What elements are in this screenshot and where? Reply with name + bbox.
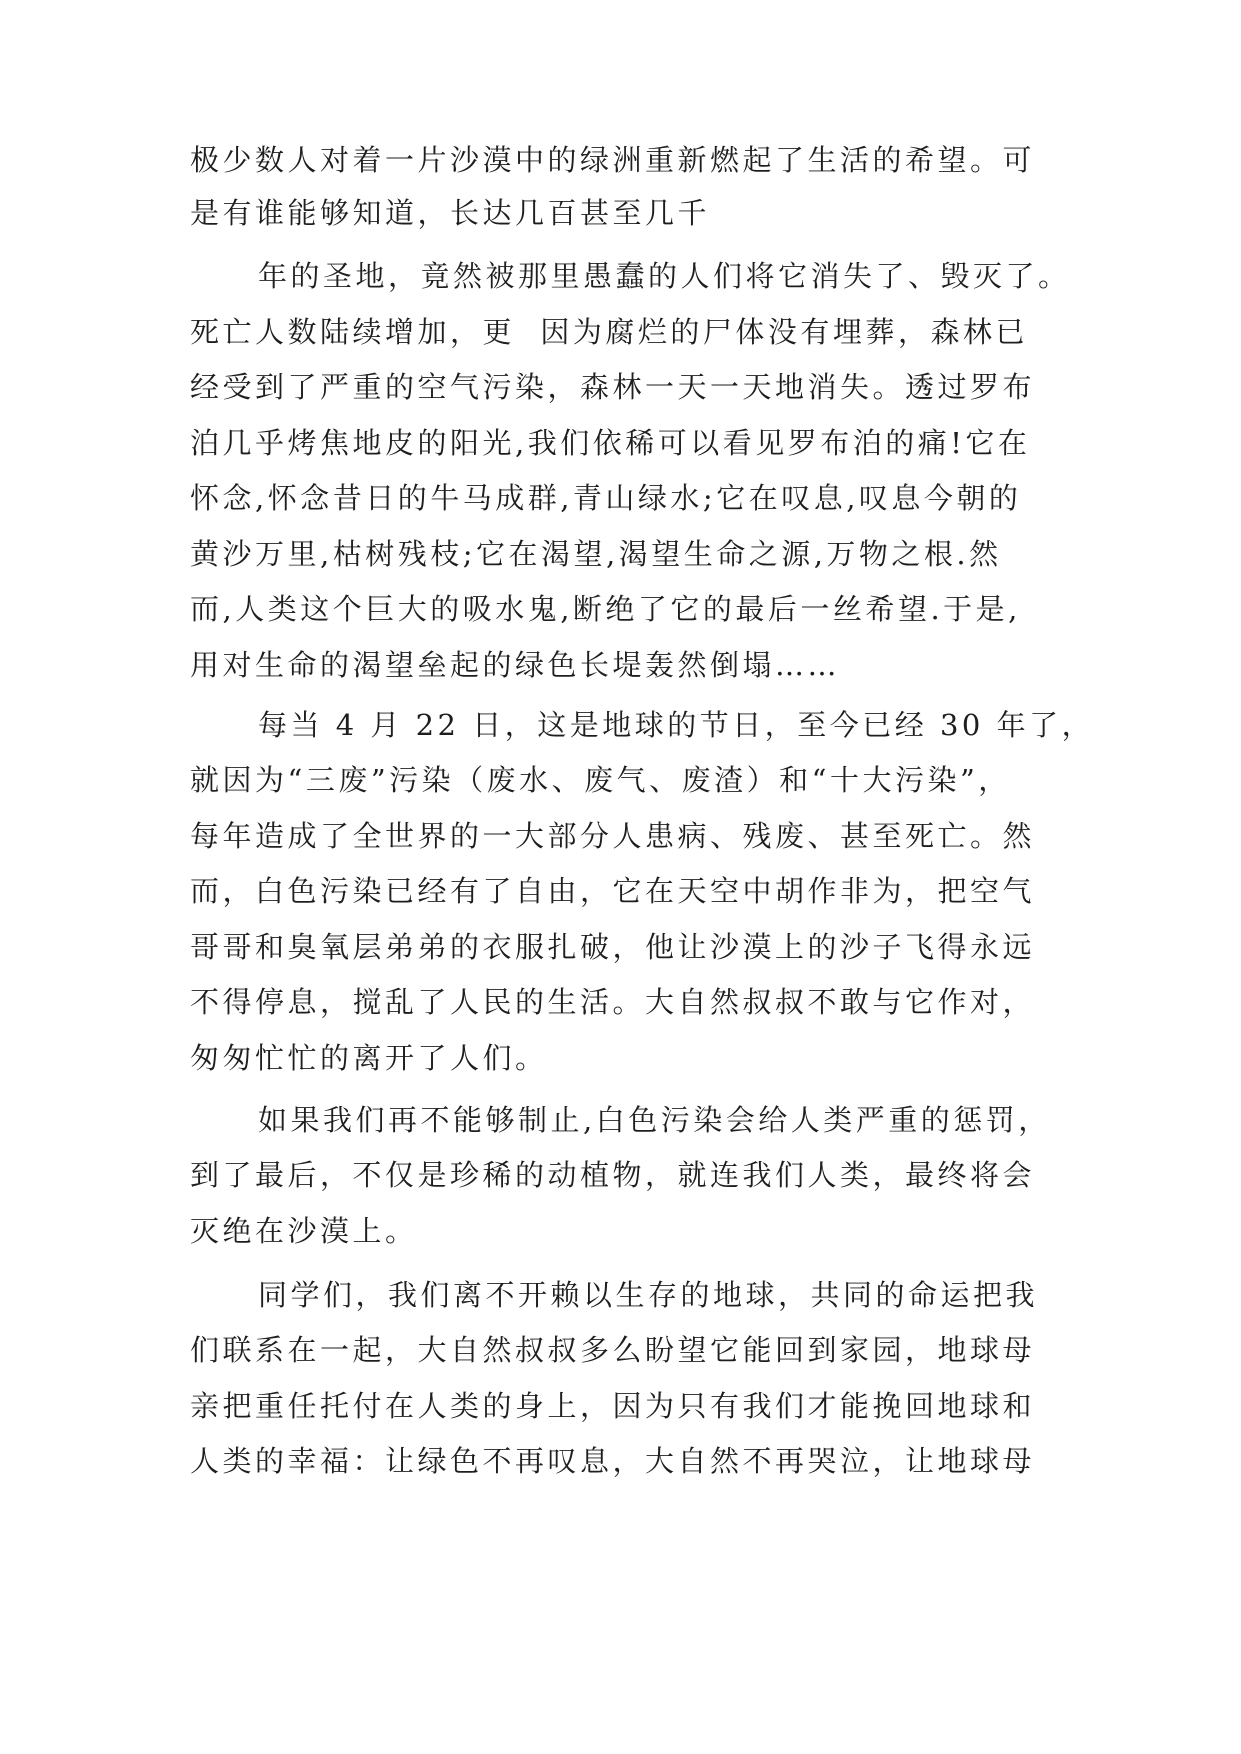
text-line-4: 死亡人数陆续增加，更 因为腐烂的尸体没有埋葬，森林已: [190, 315, 1028, 349]
text-line-23: 亲把重任托付在人类的身上，因为只有我们才能挽回地球和: [190, 1389, 1036, 1423]
text-line-5: 经受到了严重的空气污染，森林一天一天地消失。透过罗布: [190, 370, 1036, 404]
text-line-22: 们联系在一起，大自然叔叔多么盼望它能回到家园，地球母: [190, 1333, 1036, 1367]
text-line-11: 每当 4 月 22 日，这是地球的节日，至今已经 30 年了，: [258, 708, 1095, 742]
text-line-17: 匆匆忙忙的离开了人们。: [190, 1041, 548, 1075]
text-line-3: 年的圣地，竟然被那里愚蠢的人们将它消失了、毁灭了。: [258, 259, 1071, 293]
text-line-16: 不得停息，搅乱了人民的生活。大自然叔叔不敢与它作对，: [190, 985, 1036, 1019]
text-line-21: 同学们，我们离不开赖以生存的地球，共同的命运把我: [258, 1278, 1039, 1312]
text-line-20: 灭绝在沙漠上。: [190, 1214, 418, 1248]
text-line-10: 用对生命的渴望垒起的绿色长堤轰然倒塌……: [190, 648, 841, 682]
text-line-1: 极少数人对着一片沙漠中的绿洲重新燃起了生活的希望。可: [190, 143, 1036, 177]
text-line-2: 是有谁能够知道，长达几百甚至几千: [190, 196, 711, 230]
text-line-19: 到了最后，不仅是珍稀的动植物，就连我们人类，最终将会: [190, 1158, 1036, 1192]
text-line-13: 每年造成了全世界的一大部分人患病、残废、甚至死亡。然: [190, 819, 1036, 853]
text-line-12: 就因为“三废”污染（废水、废气、废渣）和“十大污染”，: [190, 763, 1011, 797]
text-line-6: 泊几乎烤焦地皮的阳光,我们依稀可以看见罗布泊的痛!它在: [190, 426, 1031, 460]
text-line-24: 人类的幸福：让绿色不再叹息，大自然不再哭泣，让地球母: [190, 1444, 1036, 1478]
text-line-7: 怀念,怀念昔日的牛马成群,青山绿水;它在叹息,叹息今朝的: [190, 481, 1022, 515]
text-line-18: 如果我们再不能够制止,白色污染会给人类严重的惩罚，: [258, 1103, 1051, 1137]
text-line-14: 而，白色污染已经有了自由，它在天空中胡作非为，把空气: [190, 874, 1036, 908]
text-line-15: 哥哥和臭氧层弟弟的衣服扎破，他让沙漠上的沙子飞得永远: [190, 930, 1036, 964]
text-line-9: 而,人类这个巨大的吸水鬼,断绝了它的最后一丝希望.于是,: [190, 592, 1021, 626]
text-line-8: 黄沙万里,枯树残枝;它在渴望,渴望生命之源,万物之根.然: [190, 537, 1002, 571]
